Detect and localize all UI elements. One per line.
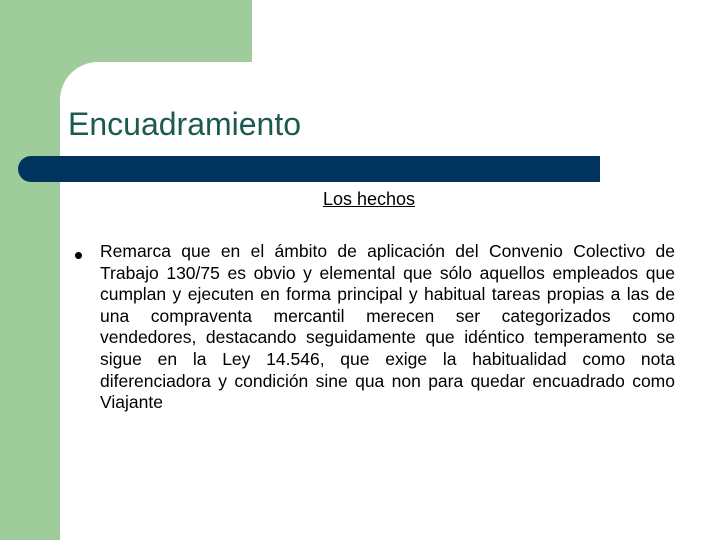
- bullet-text: Remarca que en el ámbito de aplicación del Convenio Colectivo de Trabajo 130/75 es obvio y elemental que sólo aquellos empleados que cumplan y ejecuten en forma principal y habitual tareas propias a las de una compraventa mercantil merecen ser categorizados como vendedores, destacando seguidamente que idéntico temperamento se sigue en la Ley 14.546, que exige la habitualidad como nota diferenciadora y condición sine qua non para quedar encuadrado como Viajante: [100, 241, 675, 413]
- bullet-dot-icon: [75, 252, 82, 259]
- title-underline-bar: [18, 156, 600, 182]
- slide-subtitle: Los hechos: [322, 189, 416, 209]
- slide-title: Encuadramiento: [68, 106, 302, 142]
